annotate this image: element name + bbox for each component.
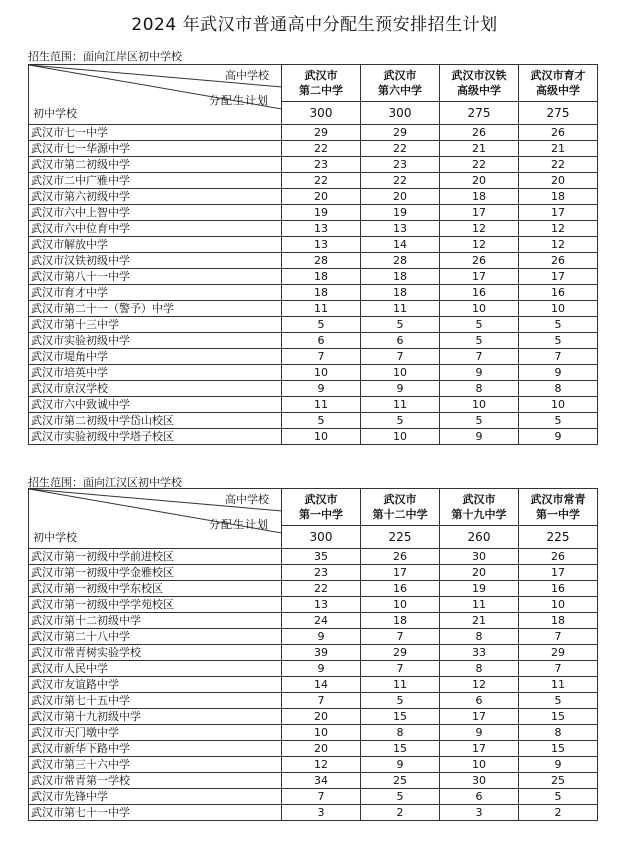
allocation-value: 12 xyxy=(519,237,598,253)
column-header-row xyxy=(29,65,598,102)
allocation-value: 5 xyxy=(519,693,598,709)
table-row xyxy=(29,141,598,157)
junior-school-name: 武汉市第十二初级中学 xyxy=(29,613,282,629)
allocation-value: 6 xyxy=(361,333,440,349)
allocation-value: 39 xyxy=(282,645,361,661)
allocation-value: 35 xyxy=(282,549,361,565)
table-row xyxy=(29,645,598,661)
allocation-value: 8 xyxy=(440,661,519,677)
section-scope: 招生范围：面向江汉区初中学校 xyxy=(28,476,182,489)
table-row xyxy=(29,789,598,805)
allocation-value: 16 xyxy=(519,285,598,301)
allocation-value: 16 xyxy=(440,285,519,301)
junior-school-name: 武汉市七一华源中学 xyxy=(29,141,282,157)
table-row xyxy=(29,597,598,613)
allocation-value: 7 xyxy=(519,349,598,365)
allocation-value: 5 xyxy=(440,413,519,429)
allocation-value: 2 xyxy=(361,805,440,821)
junior-school-axis-label: 初中学校 xyxy=(33,531,77,544)
junior-school-name: 武汉市常青树实验学校 xyxy=(29,645,282,661)
allocation-value: 13 xyxy=(282,221,361,237)
allocation-value: 29 xyxy=(519,645,598,661)
allocation-value: 30 xyxy=(440,773,519,789)
table-row xyxy=(29,125,598,141)
allocation-value: 3 xyxy=(282,805,361,821)
allocation-table-jianghan xyxy=(28,488,598,821)
high-school-column-header xyxy=(519,65,598,102)
junior-school-name: 武汉市先锋中学 xyxy=(29,789,282,805)
table-row xyxy=(29,397,598,413)
high-school-column-header xyxy=(282,65,361,102)
allocation-value: 5 xyxy=(519,789,598,805)
high-school-name-line1: 武汉市常青 xyxy=(530,493,586,506)
allocation-value: 10 xyxy=(440,301,519,317)
allocation-value: 3 xyxy=(440,805,519,821)
allocation-table-jiangan xyxy=(28,64,598,445)
allocation-value: 17 xyxy=(440,205,519,221)
quota-cell: 225 xyxy=(519,526,598,549)
junior-school-name: 武汉市第六初级中学 xyxy=(29,189,282,205)
junior-school-name: 武汉市解放中学 xyxy=(29,237,282,253)
junior-school-name: 武汉市第二初级中学 xyxy=(29,157,282,173)
allocation-value: 22 xyxy=(519,157,598,173)
allocation-value: 12 xyxy=(440,237,519,253)
allocation-value: 21 xyxy=(440,613,519,629)
allocation-value: 7 xyxy=(519,629,598,645)
table-row xyxy=(29,157,598,173)
allocation-value: 16 xyxy=(519,581,598,597)
allocation-value: 8 xyxy=(440,381,519,397)
allocation-value: 10 xyxy=(440,757,519,773)
allocation-value: 10 xyxy=(519,397,598,413)
high-school-axis-label: 高中学校 xyxy=(225,69,269,82)
junior-school-name: 武汉市第二十八中学 xyxy=(29,629,282,645)
allocation-value: 15 xyxy=(519,741,598,757)
junior-school-name: 武汉市常青第一学校 xyxy=(29,773,282,789)
junior-school-name: 武汉市人民中学 xyxy=(29,661,282,677)
high-school-column-header xyxy=(440,489,519,526)
table-row xyxy=(29,301,598,317)
table-row xyxy=(29,413,598,429)
allocation-value: 5 xyxy=(361,317,440,333)
allocation-value: 22 xyxy=(361,173,440,189)
junior-school-name: 武汉市第七十五中学 xyxy=(29,693,282,709)
column-header-row xyxy=(29,489,598,526)
high-school-column-header xyxy=(519,489,598,526)
allocation-value: 23 xyxy=(282,157,361,173)
junior-school-name: 武汉市第三十六中学 xyxy=(29,757,282,773)
allocation-value: 17 xyxy=(440,741,519,757)
junior-school-name: 武汉市六中位育中学 xyxy=(29,221,282,237)
high-school-name-line2: 高级中学 xyxy=(457,84,501,97)
allocation-value: 29 xyxy=(282,125,361,141)
junior-school-name: 武汉市实验初级中学 xyxy=(29,333,282,349)
table-row xyxy=(29,661,598,677)
allocation-value: 19 xyxy=(440,581,519,597)
junior-school-name: 武汉市第十九初级中学 xyxy=(29,709,282,725)
quota-cell: 275 xyxy=(440,102,519,125)
allocation-value: 7 xyxy=(440,349,519,365)
table-row xyxy=(29,581,598,597)
allocation-value: 15 xyxy=(519,709,598,725)
allocation-value: 9 xyxy=(440,725,519,741)
allocation-value: 5 xyxy=(519,333,598,349)
table-row xyxy=(29,613,598,629)
allocation-value: 10 xyxy=(282,365,361,381)
junior-school-name: 武汉市七一中学 xyxy=(29,125,282,141)
allocation-value: 12 xyxy=(282,757,361,773)
table-row xyxy=(29,205,598,221)
allocation-value: 18 xyxy=(282,269,361,285)
allocation-value: 9 xyxy=(519,429,598,445)
table-row xyxy=(29,805,598,821)
allocation-value: 11 xyxy=(361,397,440,413)
allocation-value: 20 xyxy=(282,189,361,205)
allocation-value: 26 xyxy=(361,549,440,565)
allocation-value: 5 xyxy=(440,333,519,349)
table-row xyxy=(29,333,598,349)
allocation-value: 25 xyxy=(519,773,598,789)
allocation-value: 8 xyxy=(361,725,440,741)
diagonal-header-cell xyxy=(29,489,282,549)
allocation-value: 30 xyxy=(440,549,519,565)
junior-school-name: 武汉市第一初级中学学苑校区 xyxy=(29,597,282,613)
allocation-value: 18 xyxy=(361,613,440,629)
high-school-name-line2: 第一中学 xyxy=(536,508,580,521)
allocation-value: 20 xyxy=(440,173,519,189)
allocation-value: 17 xyxy=(519,269,598,285)
allocation-value: 9 xyxy=(282,661,361,677)
allocation-value: 11 xyxy=(440,597,519,613)
high-school-name-line1: 武汉市汉铁 xyxy=(451,69,507,82)
table-row xyxy=(29,253,598,269)
allocation-value: 23 xyxy=(361,157,440,173)
junior-school-name: 武汉市友谊路中学 xyxy=(29,677,282,693)
table-row xyxy=(29,565,598,581)
high-school-name-line2: 第一中学 xyxy=(299,508,343,521)
table-row xyxy=(29,629,598,645)
junior-school-name: 武汉市育才中学 xyxy=(29,285,282,301)
allocation-value: 14 xyxy=(282,677,361,693)
allocation-value: 17 xyxy=(519,565,598,581)
junior-school-name: 武汉市天门墩中学 xyxy=(29,725,282,741)
junior-school-name: 武汉市培英中学 xyxy=(29,365,282,381)
junior-school-name: 武汉市实验初级中学塔子校区 xyxy=(29,429,282,445)
plan-axis-label: 分配生计划 xyxy=(209,94,269,107)
junior-school-name: 武汉市六中上智中学 xyxy=(29,205,282,221)
high-school-axis-label: 高中学校 xyxy=(225,493,269,506)
junior-school-name: 武汉市第二十一（警予）中学 xyxy=(29,301,282,317)
allocation-value: 7 xyxy=(361,661,440,677)
allocation-value: 21 xyxy=(440,141,519,157)
allocation-value: 10 xyxy=(282,429,361,445)
allocation-value: 9 xyxy=(282,629,361,645)
allocation-value: 5 xyxy=(282,317,361,333)
junior-school-name: 武汉市第一初级中学东校区 xyxy=(29,581,282,597)
allocation-value: 23 xyxy=(282,565,361,581)
table-row xyxy=(29,549,598,565)
allocation-value: 20 xyxy=(440,565,519,581)
high-school-name-line1: 武汉市 xyxy=(383,69,417,82)
allocation-value: 10 xyxy=(361,597,440,613)
allocation-value: 6 xyxy=(282,333,361,349)
allocation-value: 10 xyxy=(519,597,598,613)
allocation-value: 9 xyxy=(519,365,598,381)
table-row xyxy=(29,693,598,709)
allocation-value: 28 xyxy=(361,253,440,269)
allocation-value: 18 xyxy=(440,189,519,205)
allocation-value: 11 xyxy=(282,301,361,317)
allocation-value: 26 xyxy=(440,253,519,269)
table-row xyxy=(29,677,598,693)
table-row xyxy=(29,381,598,397)
allocation-value: 17 xyxy=(440,269,519,285)
allocation-value: 6 xyxy=(440,789,519,805)
allocation-value: 20 xyxy=(361,189,440,205)
allocation-value: 34 xyxy=(282,773,361,789)
allocation-value: 11 xyxy=(361,677,440,693)
junior-school-name: 武汉市第八十一中学 xyxy=(29,269,282,285)
allocation-value: 18 xyxy=(519,189,598,205)
allocation-value: 11 xyxy=(519,677,598,693)
allocation-value: 8 xyxy=(519,725,598,741)
allocation-value: 15 xyxy=(361,741,440,757)
table-row xyxy=(29,757,598,773)
allocation-value: 5 xyxy=(519,317,598,333)
table-row xyxy=(29,725,598,741)
allocation-value: 10 xyxy=(440,397,519,413)
allocation-value: 17 xyxy=(361,565,440,581)
allocation-value: 5 xyxy=(361,413,440,429)
diagonal-header-cell xyxy=(29,65,282,125)
high-school-column-header xyxy=(282,489,361,526)
allocation-value: 12 xyxy=(440,677,519,693)
allocation-value: 10 xyxy=(282,725,361,741)
high-school-name-line1: 武汉市 xyxy=(304,493,338,506)
allocation-value: 19 xyxy=(282,205,361,221)
allocation-value: 26 xyxy=(519,549,598,565)
allocation-value: 5 xyxy=(361,789,440,805)
allocation-value: 25 xyxy=(361,773,440,789)
allocation-value: 12 xyxy=(440,221,519,237)
allocation-value: 9 xyxy=(519,757,598,773)
quota-cell: 275 xyxy=(519,102,598,125)
allocation-value: 13 xyxy=(361,221,440,237)
allocation-value: 18 xyxy=(519,613,598,629)
allocation-value: 29 xyxy=(361,645,440,661)
high-school-column-header xyxy=(361,65,440,102)
allocation-value: 5 xyxy=(519,413,598,429)
allocation-value: 8 xyxy=(440,629,519,645)
allocation-value: 7 xyxy=(519,661,598,677)
high-school-name-line2: 高级中学 xyxy=(536,84,580,97)
section-scope: 招生范围：面向江岸区初中学校 xyxy=(28,50,182,63)
table-row xyxy=(29,221,598,237)
allocation-value: 13 xyxy=(282,597,361,613)
allocation-value: 28 xyxy=(282,253,361,269)
plan-axis-label: 分配生计划 xyxy=(209,518,269,531)
junior-school-name: 武汉市京汉学校 xyxy=(29,381,282,397)
junior-school-name: 武汉市新华下路中学 xyxy=(29,741,282,757)
allocation-value: 10 xyxy=(519,301,598,317)
quota-cell: 300 xyxy=(282,102,361,125)
allocation-value: 16 xyxy=(361,581,440,597)
table-row xyxy=(29,365,598,381)
allocation-value: 14 xyxy=(361,237,440,253)
allocation-value: 9 xyxy=(282,381,361,397)
allocation-value: 6 xyxy=(440,693,519,709)
allocation-value: 10 xyxy=(361,365,440,381)
allocation-value: 17 xyxy=(519,205,598,221)
high-school-name-line1: 武汉市 xyxy=(304,69,338,82)
high-school-name-line2: 第二中学 xyxy=(299,84,343,97)
allocation-value: 9 xyxy=(440,429,519,445)
table-row xyxy=(29,709,598,725)
high-school-name-line1: 武汉市 xyxy=(462,493,496,506)
junior-school-name: 武汉市第一初级中学前进校区 xyxy=(29,549,282,565)
high-school-column-header xyxy=(440,65,519,102)
table-row xyxy=(29,773,598,789)
quota-cell: 260 xyxy=(440,526,519,549)
allocation-value: 22 xyxy=(282,581,361,597)
allocation-value: 9 xyxy=(440,365,519,381)
allocation-value: 5 xyxy=(361,693,440,709)
allocation-value: 15 xyxy=(361,709,440,725)
allocation-value: 22 xyxy=(440,157,519,173)
allocation-value: 10 xyxy=(361,429,440,445)
high-school-name-line1: 武汉市 xyxy=(383,493,417,506)
allocation-value: 22 xyxy=(282,141,361,157)
junior-school-name: 武汉市六中致诚中学 xyxy=(29,397,282,413)
allocation-value: 20 xyxy=(519,173,598,189)
allocation-value: 18 xyxy=(282,285,361,301)
table-row xyxy=(29,237,598,253)
page-title: 2024 年武汉市普通高中分配生预安排招生计划 xyxy=(131,15,498,35)
allocation-value: 26 xyxy=(519,253,598,269)
high-school-name-line1: 武汉市育才 xyxy=(530,69,586,82)
junior-school-name: 武汉市第二初级中学岱山校区 xyxy=(29,413,282,429)
allocation-value: 22 xyxy=(361,141,440,157)
allocation-value: 11 xyxy=(361,301,440,317)
allocation-value: 7 xyxy=(361,629,440,645)
allocation-value: 19 xyxy=(361,205,440,221)
high-school-name-line2: 第六中学 xyxy=(378,84,422,97)
allocation-value: 5 xyxy=(440,317,519,333)
allocation-value: 21 xyxy=(519,141,598,157)
allocation-value: 26 xyxy=(519,125,598,141)
allocation-value: 5 xyxy=(282,413,361,429)
allocation-value: 8 xyxy=(519,381,598,397)
allocation-value: 33 xyxy=(440,645,519,661)
allocation-value: 22 xyxy=(282,173,361,189)
table-row xyxy=(29,269,598,285)
allocation-value: 29 xyxy=(361,125,440,141)
allocation-value: 9 xyxy=(361,381,440,397)
allocation-value: 7 xyxy=(282,349,361,365)
allocation-value: 18 xyxy=(361,285,440,301)
junior-school-name: 武汉市第一初级中学金雅校区 xyxy=(29,565,282,581)
allocation-value: 17 xyxy=(440,709,519,725)
allocation-value: 7 xyxy=(361,349,440,365)
junior-school-name: 武汉市第七十一中学 xyxy=(29,805,282,821)
allocation-value: 2 xyxy=(519,805,598,821)
table-row xyxy=(29,741,598,757)
allocation-value: 20 xyxy=(282,741,361,757)
allocation-value: 18 xyxy=(361,269,440,285)
high-school-column-header xyxy=(361,489,440,526)
allocation-value: 12 xyxy=(519,221,598,237)
junior-school-axis-label: 初中学校 xyxy=(33,107,77,120)
junior-school-name: 武汉市第十三中学 xyxy=(29,317,282,333)
quota-cell: 225 xyxy=(361,526,440,549)
table-row xyxy=(29,317,598,333)
table-row xyxy=(29,429,598,445)
allocation-value: 7 xyxy=(282,789,361,805)
allocation-value: 26 xyxy=(440,125,519,141)
allocation-value: 20 xyxy=(282,709,361,725)
high-school-name-line2: 第十九中学 xyxy=(451,508,507,521)
quota-cell: 300 xyxy=(282,526,361,549)
allocation-value: 7 xyxy=(282,693,361,709)
table-row xyxy=(29,285,598,301)
quota-cell: 300 xyxy=(361,102,440,125)
allocation-value: 11 xyxy=(282,397,361,413)
junior-school-name: 武汉市汉铁初级中学 xyxy=(29,253,282,269)
table-row xyxy=(29,349,598,365)
allocation-value: 9 xyxy=(361,757,440,773)
table-row xyxy=(29,173,598,189)
junior-school-name: 武汉市二中广雅中学 xyxy=(29,173,282,189)
junior-school-name: 武汉市堤角中学 xyxy=(29,349,282,365)
table-row xyxy=(29,189,598,205)
allocation-value: 24 xyxy=(282,613,361,629)
high-school-name-line2: 第十二中学 xyxy=(372,508,428,521)
allocation-value: 13 xyxy=(282,237,361,253)
